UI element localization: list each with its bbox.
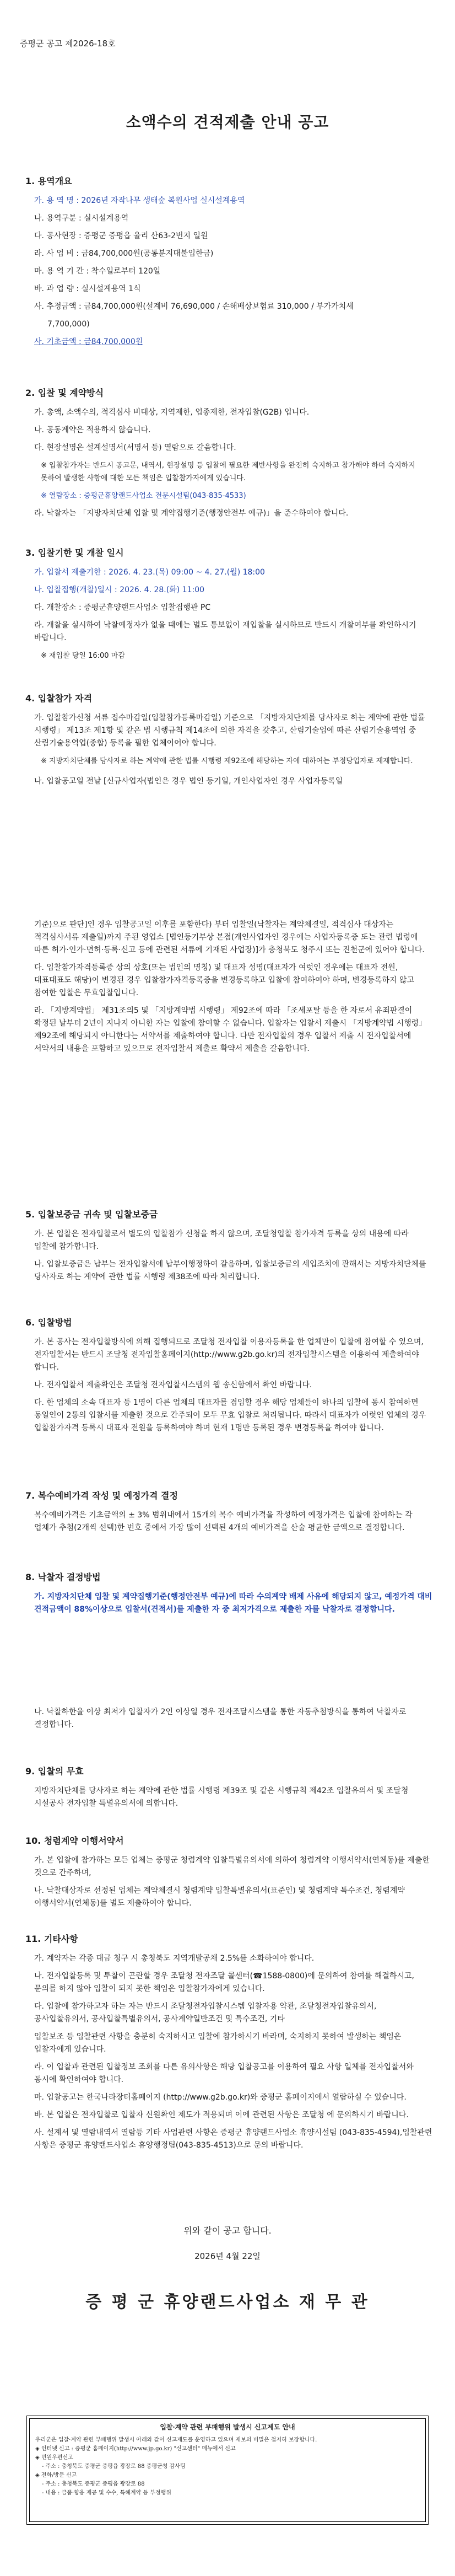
section-heading: 6. 입찰방법	[25, 1317, 72, 1328]
section-heading: 8. 낙찰자 결정방법	[25, 1572, 101, 1582]
ethics-report-inner	[29, 2418, 426, 2522]
qualification-b: 나. 입찰공고일 전날 [신규사업자(법인은 경우 법인 등기일, 개인사업자인 경우 사업자등록일	[34, 777, 343, 786]
etc-a: 가. 계약자는 각종 대금 청구 시 총청북도 지역개발공채 2.5%를 소화하여야 합니다.	[34, 1954, 315, 1963]
section-qualification	[25, 691, 433, 793]
section-project-overview	[25, 174, 433, 353]
etc-d: 라. 이 입찰과 관련된 입찰정보 조회를 다른 유의사항은 해당 입찰공고를 이용하여 필요 사항 일체를 전자입찰서와 동시에 확인하여야 합니다.	[34, 2063, 414, 2084]
section-heading: 11. 기타사항	[25, 1934, 78, 1944]
issuing-authority: 증 평 군 휴양랜드사업소 재 무 관	[85, 2293, 370, 2312]
base-amount: 사. 기초금액 : 금84,700,000원	[34, 337, 143, 346]
section-bid-method	[25, 386, 433, 525]
opening-place: 다. 개찰장소 : 증평군휴양랜드사업소 입찰집행관 PC	[34, 603, 211, 612]
section-bid-procedure	[25, 1316, 433, 1440]
qualification-d: 라. 「지방계약법」 제31조의5 및 「지방계약법 시행령」 제92조에 따라 「조세포탈 등을 한 자로서 유죄판결이 확정된 날부터 2년이 지나지 아니한 자는 입찰에 참여할 수 없습니다. 입찰자는 입찰서 제출시 「지방계약법 시행령」 제92조에 해당되지 아니한다는 서약서를 제출하여야 합니다. 다만 전자입찰의 경우 입찰서 제출 시 전자입찰서에 서약서의 내용을 포함하고 있으므로 전자입찰서 제출로 확약서 제출을 갈음합니다.	[34, 1006, 427, 1053]
section-etc	[25, 1932, 433, 2157]
section-heading: 1. 용역개요	[25, 176, 72, 186]
bid-deadline-text: 가. 입찰서 제출기한 : 2026. 4. 23.(목) 09:00 ~ 4. 27.(월) 18:00	[34, 568, 265, 577]
qualification-a: 가. 입찰참가신청 서류 접수마감일(입찰참가등록마감일) 기준으로 「지방자치단체를 당사자로 하는 계약에 관한 법률 시행령」 제13조 제1항 및 같은 법 시행규칙 제14조에 의한 자격을 갖추고, 산림기술업에 따른 산림기술용역업 중 산림기술용역업(종합) 등록을 필한 업체이어야 합니다.	[34, 713, 425, 748]
section-award-cont	[25, 1706, 433, 1736]
price-decision-text: 복수예비가격은 기초금액의 ± 3% 범위내에서 15개의 복수 예비가격을 작성하여 예정가격은 입찰에 참여하는 각 업체가 추첨(2개씩 선택)한 번호 중에서 가장 많이 선택된 4개의 예비가격을 산술 평균한 금액으로 결정합니다.	[34, 1511, 413, 1532]
section-price-decision	[25, 1489, 433, 1539]
section-heading: 9. 입찰의 무효	[25, 1766, 84, 1777]
bid-opening: 나. 입찰집행(개찰)일시 : 2026. 4. 28.(화) 11:00	[34, 586, 205, 594]
joint-contract-text: 나. 공동계약은 적용하지 않습니다.	[34, 426, 151, 434]
estimated-amount: 사. 추정금액 : 금84,700,000원(설계비 76,690,000 / 손해배상보험료 310,000 / 부가가치세	[34, 302, 354, 311]
section-award-method	[25, 1570, 433, 1621]
section-integrity-pledge	[25, 1834, 433, 1915]
closing-date: 2026년 4월 22일	[194, 2251, 261, 2261]
qualification-b-cont: 기준)으로 판단]인 경우 입찰공고일 이후를 포함한다) 부터 입찰일(낙찰자는 계약체결일, 적격심사 대상자는 적격심사서류 제출일)까지 주된 영업소 [법인등기부상 본점(개인사업자인 경우에는 사업자등록증 또는 관련 법령에 따른 허가·인가·면허·등록·신고 등에 관련된 서류에 기재된 사업장)]가 충청북도 청주시 또는 진천군에 있어야 합니다.	[34, 920, 425, 954]
page-title: 소액수의 견적제출 안내 공고	[126, 113, 329, 131]
project-site: 다. 공사현장 : 증평군 증평읍 율리 산63-2번지 일원	[34, 232, 208, 240]
award-a	[25, 1591, 433, 1616]
procedure-c: 다. 한 업체의 소속 대표자 등 1명이 다른 업체의 대표자를 겸임할 경우 해당 업체들이 하나의 입찰에 동시 참여하면 동일인이 2통의 입찰서를 제출한 것으로 간주되어 모두 무효 입찰로 처리됩니다. 따라서 대표자가 여럿인 업체의 경우 입찰참가자격 등록시 대표자 전원을 등록하여야 하며 현재 1명만 등록된 경우 변경등록을 하여야 합니다.	[34, 1398, 426, 1432]
section-bid-schedule	[25, 546, 433, 667]
section-heading: 10. 청렴계약 이행서약서	[25, 1836, 124, 1846]
site-briefing-text: 다. 현장설명은 설계설명서(서명서 등) 열람으로 갈음합니다.	[34, 443, 236, 452]
section-heading: 7. 복수예비가격 작성 및 예정가격 결정	[25, 1490, 178, 1501]
procedure-b: 나. 전자입찰서 제출확인은 조달청 전자입찰시스템의 웹 송신함에서 확인 바랍니다.	[34, 1381, 312, 1389]
award-b: 나. 낙찰하한율 이상 최저가 입찰자가 2인 이상일 경우 전자조달시스템을 통한 자동추첨방식을 통하여 낙찰자로 결정합니다.	[34, 1708, 407, 1729]
section-heading: 4. 입찰참가 자격	[25, 693, 93, 704]
invalid-text: 지방자치단체를 당사자로 하는 계약에 관한 법률 시행령 제39조 및 같은 시행규칙 제42조 입찰유의서 및 조달청 시설공사 전자입찰 특별유의서에 의합니다.	[34, 1786, 409, 1808]
etc-b: 나. 전자입찰등록 및 투찰이 곤란할 경우 조달청 전자조달 콜센터(☎1588-0800)에 문의하여 참여를 해결하시고, 문의를 하지 않아 입찰이 되지 못한 책임은 입찰참가자에게 있습니다.	[34, 1972, 414, 1993]
bid-method-text: 가. 총액, 소액수의, 적격심사 비대상, 지역제한, 업종제한, 전자입찰(G2B) 입니다.	[34, 408, 310, 417]
etc-g: 사. 설계서 및 열람내역서 열람등 기타 사업관련 사항은 증평군 휴양랜드사업소 휴양시설팀 (043-835-4594),입찰관련 사항은 증평군 휴양랜드사업소 휴양행정팀(043-835-4513)으로 문의 바랍니다.	[34, 2128, 432, 2150]
etc-c: 다. 입찰에 참가하고자 하는 자는 반드시 조달청전자입찰시스템 입찰자용 약관, 조달청전자입찰유의서, 공사입찰유의서, 공사입찰특별유의서, 공사계약일반조건 및 특수조건, 기타	[34, 2002, 377, 2024]
rebid-text: 라. 개찰을 실시하여 낙찰예정자가 없을 때에는 별도 통보없이 재입찰을 실시하므로 반드시 개찰여부를 확인하시기 바랍니다.	[34, 621, 416, 642]
bid-deadline	[25, 566, 433, 579]
award-a-text: 가. 지방자치단체 입찰 및 계약집행기준(행정안전부 예규)에 따라 수의계약 배제 사유에 해당되지 않고, 예정가격 대비 견적금액이 88%이상으로 입찰서(견적서)를 제출한 자 중 최저가격으로 제출한 자를 낙찰자로 결정합니다.	[34, 1592, 432, 1614]
ethics-line: ◈ 민원우편신고	[35, 2455, 73, 2461]
viewing-place-text: ※ 열람장소 : 증평군휴양랜드사업소 전문시설팀(043-835-4533)	[41, 492, 246, 500]
integrity-b: 나. 낙찰대상자로 선정된 업체는 계약체결시 청렴계약 입찰특별유의서(표준인) 및 청렴계약 특수조건, 청렴계약 이행서약서(연체동)를 별도 제출하여야 합니다.	[34, 1886, 405, 1908]
qualification-note: ※ 지방자치단체를 당사자로 하는 계약에 관한 법률 시행령 제92조에 해당하는 자에 대하여는 부정당업자로 제재합니다.	[41, 757, 413, 765]
project-period: 마. 용 역 기 간 : 착수일로부터 120일	[34, 267, 161, 276]
project-budget: 라. 사 업 비 : 금84,700,000원(공통분지대불입한금)	[34, 249, 214, 258]
bid-bond-a: 가. 본 입찰은 전자입찰로서 별도의 입찰참가 신청을 하지 않으며, 조달청입찰 참가자격 등록을 상의 내용에 따라 입찰에 참가합니다.	[34, 1230, 409, 1251]
qualification-c: 다. 입찰참가자격등록증 상의 상호(또는 법인의 명칭) 및 대표자 성명(대표자가 여럿인 경우에는 대표자 전원, 대표대표도 해당)이 변경된 경우 입찰참가자격등록증을 변경등록하고 입찰에 참여하여야 하며, 변경등록하지 않고 참여한 입찰은 무효입찰입니다.	[34, 963, 415, 997]
estimated-amount-cont: 7,700,000)	[47, 320, 90, 329]
section-invalid-bids	[25, 1764, 433, 1815]
ethics-line: 우리군은 입찰·계약 관련 부패행위 발생시 아래와 같이 신고제도를 운영하고 있으며 제보의 비밀은 철저히 보장합니다.	[35, 2437, 317, 2443]
bid-bond-b: 나. 입찰보증금은 납부는 전자입찰서에 납부이행정하여 갈음하며, 입찰보증금의 세입조치에 관해서는 지방자치단체를 당사자로 하는 계약에 관한 법률 시행령 제38조에 따라 처리합니다.	[34, 1260, 426, 1281]
closing-statement: 위와 같이 공고 합니다.	[183, 2225, 272, 2236]
etc-f: 바. 본 입찰은 전자입찰로 입찰자 신원확인 제도가 적용되며 이에 관련된 사항은 조달청 에 문의하시기 바랍니다.	[34, 2111, 409, 2119]
note-text: ※ 입찰참가자는 반드시 공고문, 내역서, 현장설명 등 입찰에 필요한 제반사항을 완전히 숙지하고 참가해야 하며 숙지하지 못하여 발생한 사항에 대한 모든 책임은 입찰참가자에게 있습니다.	[41, 461, 415, 482]
rebid-deadline: ※ 재입찰 당일 16:00 마감	[41, 652, 125, 660]
ethics-line: - 내용 : 금품·향응 제공 및 수수, 특혜계약 등 부정행위	[42, 2490, 171, 2496]
notice-number: 증평군 공고 제2026-18호	[20, 39, 116, 49]
ethics-line: - 주소 : 충청북도 증평군 증평읍 광장로 88	[42, 2481, 145, 2487]
compliance-text: 라. 낙찰자는 「지방자치단체 입찰 및 계약집행기준(행정안전부 예규)」을 준수하여야 합니다.	[34, 509, 349, 518]
section-heading: 2. 입찰 및 계약방식	[25, 388, 104, 398]
ethics-line: ◈ 인터넷 신고 : 증평군 홈페이지(http://www.jp.go.kr) "신고센터" 메뉴에서 신고	[35, 2446, 236, 2452]
procedure-a: 가. 본 공사는 전자입찰방식에 의해 집행되므로 조달청 전자입찰 이용자등록을 한 업체만이 입찰에 참여할 수 있으며, 전자입찰서는 반드시 조달청 전자입찰홈페이지(http://www.g2b.go.kr)의 전자입찰시스템을 이용하여 제출하여야 합니다.	[34, 1338, 424, 1372]
project-name: 가. 용 역 명 : 2026년 자작나무 생태숲 복원사업 실시설계용역	[34, 196, 245, 205]
ethics-box-title: 입찰·계약 관련 부패행위 발생시 신고제도 안내	[160, 2423, 295, 2431]
integrity-a: 가. 본 입찰에 참가하는 모든 업체는 증평군 청렴계약 입찰특별유의서에 의하여 청렴계약 이행서약서(연체동)를 제출한 것으로 간주하며,	[34, 1856, 430, 1877]
section-heading: 5. 입찰보증금 귀속 및 입찰보증금	[25, 1209, 158, 1220]
section-qualification-cont	[25, 919, 433, 1060]
ethics-report-box	[26, 2416, 429, 2525]
project-type: 나. 용역구분 : 실시설계용역	[34, 214, 129, 223]
section-bid-bond	[25, 1208, 433, 1289]
section-heading: 3. 입찰기한 및 개찰 일시	[25, 548, 124, 558]
etc-e: 마. 입찰공고는 한국나라장터홈페이지 (http://www.g2b.go.kr)와 증평군 홈페이지에서 열람하실 수 있습니다.	[34, 2093, 407, 2102]
project-scope: 바. 과 업 량 : 실시설계용역 1식	[34, 285, 141, 293]
ethics-line: - 주소 : 충청북도 증평군 증평읍 광장로 88 증평군청 감사팀	[42, 2464, 186, 2470]
etc-c-cont: 입찰보조 등 입찰관련 사항을 충분히 숙지하시고 입찰에 참가하시기 바라며, 숙지하지 못하여 발생하는 책임은 입찰자에게 있습니다.	[34, 2032, 402, 2054]
ethics-line: ◈ 전화/방문 신고	[35, 2472, 77, 2478]
